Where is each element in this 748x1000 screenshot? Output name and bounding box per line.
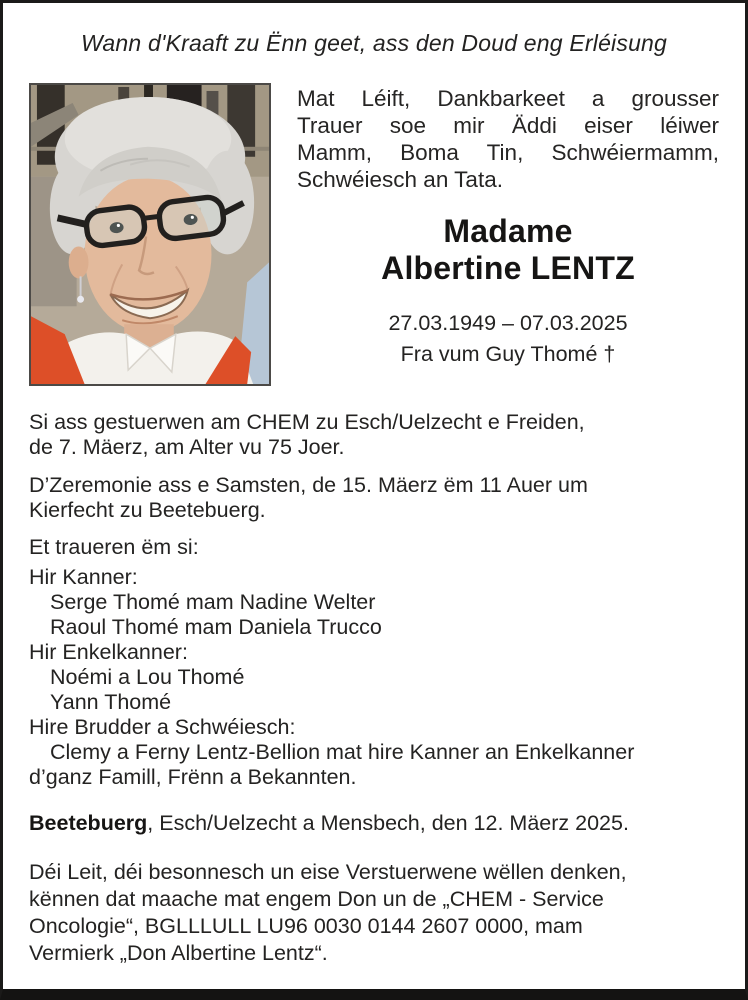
deceased-title: Madame (443, 213, 573, 249)
mourner-name: Clemy a Ferny Lentz-Bellion mat hire Kanner an Enkelkanner (50, 740, 635, 764)
death-paragraph (29, 410, 719, 460)
mourner-group-label: Hire Brudder a Schwéiesch: (29, 715, 296, 739)
portrait-illustration (31, 85, 269, 384)
memorial-quote: Wann d'Kraaft zu Ënn geet, ass den Doud eng Erléisung (80, 30, 668, 56)
mourner-group-label: Hir Kanner: (29, 565, 138, 589)
ceremony-line: Kierfecht zu Beetebuerg. (29, 498, 266, 522)
deceased-name-block (297, 213, 719, 287)
deceased-name: Albertine LENTZ (381, 250, 635, 286)
donation-line: Oncologie“, BGLLLULL LU96 0030 0144 2607 0000, mam (29, 914, 583, 938)
donation-line: Vermierk „Don Albertine Lentz“. (29, 941, 328, 965)
donation-line: kënnen dat maache mat engem Don un de „CHEM - Service (29, 887, 604, 911)
header-row (29, 83, 719, 386)
spouse-line: Fra vum Guy Thomé † (400, 342, 616, 366)
intro-line: Trauer soe mir Äddi eiser léiwer (297, 113, 719, 138)
ceremony-line: D’Zeremonie ass e Samsten, de 15. Mäerz ëm 11 Auer um (29, 473, 588, 497)
dateline-rest: , Esch/Uelzecht a Mensbech, den 12. Mäerz 2025. (147, 811, 629, 835)
intro-line: Mamm, Boma Tin, Schwéiermamm, (297, 140, 719, 165)
mourners-list (29, 565, 719, 790)
intro-paragraph (297, 85, 719, 193)
life-dates: 27.03.1949 – 07.03.2025 (388, 311, 628, 335)
intro-line: Schwéiesch an Tata. (297, 167, 503, 192)
dateline (29, 811, 719, 836)
mourner-name: Noémi a Lou Thomé (50, 665, 245, 689)
donation-line: Déi Leit, déi besonnesch un eise Verstuerwene wëllen denken, (29, 860, 627, 884)
death-line: Si ass gestuerwen am CHEM zu Esch/Uelzecht e Freiden, (29, 410, 585, 434)
mourner-name: Raoul Thomé mam Daniela Trucco (50, 615, 382, 639)
mourning-intro: Et traueren ëm si: (29, 535, 199, 559)
intro-line: Mat Léift, Dankbarkeet a grousser (297, 86, 719, 111)
announcement-column (297, 83, 719, 367)
ceremony-paragraph (29, 473, 719, 523)
portrait-photo (29, 83, 271, 386)
mourner-group-label: d’ganz Famill, Frënn a Bekannten. (29, 765, 357, 789)
mourner-group-label: Hir Enkelkanner: (29, 640, 188, 664)
dateline-place: Beetebuerg (29, 811, 148, 835)
donation-paragraph (29, 859, 719, 967)
mourner-name: Yann Thomé (50, 690, 172, 714)
death-line: de 7. Mäerz, am Alter vu 75 Joer. (29, 435, 345, 459)
mourner-name: Serge Thomé mam Nadine Welter (50, 590, 376, 614)
